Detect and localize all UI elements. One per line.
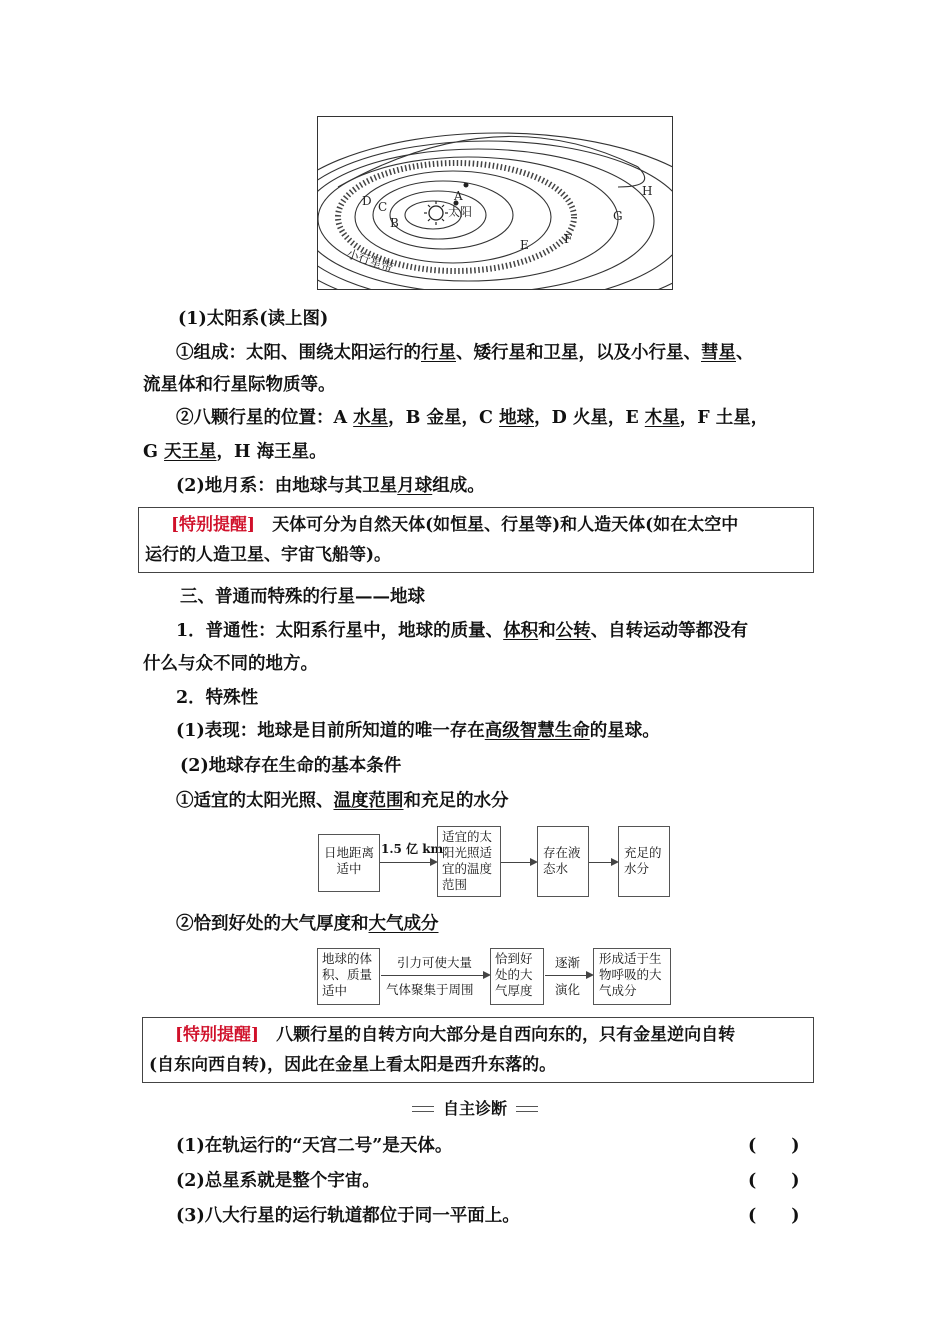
- manifestation-suffix: 的星球。: [589, 721, 660, 741]
- generality-line-1: [176, 619, 748, 643]
- label-g: G: [613, 209, 623, 223]
- answer-mercury: 水星: [353, 408, 389, 428]
- label-h: H: [642, 184, 653, 198]
- flow1-arrow-1: [380, 862, 436, 863]
- question-3: (3)八大行星的运行轨道都位于同一平面上。: [176, 1206, 520, 1226]
- condition-2-prefix: ②恰到好处的大气厚度和: [176, 914, 369, 934]
- self-diagnosis-header: [412, 1097, 538, 1123]
- condition-2-line: [176, 912, 439, 936]
- manifestation-prefix: (1)表现：地球是目前所知道的唯一存在: [176, 721, 485, 741]
- reminder-text-1b: 运行的人造卫星、宇宙飞船等)。: [145, 545, 392, 565]
- answer-atmosphere-composition: 大气成分: [368, 914, 439, 934]
- composition-mid: 、矮行星和卫星，以及小行星、: [456, 343, 701, 363]
- condition-1-prefix: ①适宜的太阳光照、: [176, 791, 334, 811]
- earth-moon-line: [176, 474, 485, 498]
- self-diagnosis-title: 自主诊断: [434, 1097, 516, 1121]
- composition-line-1: [176, 341, 754, 365]
- condition-1-line: [176, 789, 509, 813]
- flow2-arrow-bottom-label: 气体聚集于周围: [386, 982, 474, 997]
- generality-prefix: 1．普通性：太阳系行星中，地球的质量、: [176, 621, 504, 641]
- positions-p1: ②八颗行星的位置：A: [176, 408, 354, 428]
- condition-1-suffix: 和充足的水分: [403, 791, 509, 811]
- special-reminder-box-1: [138, 507, 814, 573]
- positions-p5: G: [143, 442, 165, 462]
- sun-label: 太阳: [448, 205, 473, 219]
- generality-suffix: 、自转运动等都没有: [590, 621, 749, 641]
- flow2-arrow-2: [545, 975, 592, 976]
- flow2-box-volume-mass: 地球的体积、质量适中: [317, 948, 380, 1005]
- flow2-arrow2-top-label: 逐渐: [555, 955, 581, 970]
- flow1-arrow-label: 1.5 亿 km: [381, 842, 444, 856]
- reminder-label-1: [特别提醒]: [171, 515, 256, 535]
- generality-line-2: 什么与众不同的地方。: [143, 654, 318, 674]
- specialty-title: 2．特殊性: [176, 688, 259, 708]
- flow2-arrow2-bottom-label: 演化: [555, 982, 581, 997]
- section-earth-title: 三、普通而特殊的行星——地球: [180, 587, 425, 607]
- answer-intelligent-life: 高级智慧生命: [484, 721, 590, 741]
- label-c: C: [378, 200, 388, 214]
- flow2-box-thickness: 恰到好处的大气厚度: [490, 948, 544, 1005]
- flow1-arrow-3: [589, 862, 617, 863]
- flow1-box-sufficient-water: 充足的水分: [618, 826, 670, 897]
- flow1-box-light-temp: 适宜的太阳光照适宜的温度范围: [437, 826, 501, 897]
- solar-system-svg: [318, 117, 672, 289]
- label-b: B: [390, 216, 399, 230]
- positions-line-1: [176, 406, 768, 430]
- answer-comet: 彗星: [701, 343, 736, 363]
- manifestation-line: [176, 719, 660, 743]
- composition-suffix: 、: [736, 343, 754, 363]
- answer-jupiter: 木星: [644, 408, 680, 428]
- label-f: F: [564, 232, 573, 246]
- composition-line-2: 流星体和行星际物质等。: [143, 375, 336, 395]
- positions-line-2: [143, 440, 327, 464]
- section-solar-system-title: (1)太阳系(读上图): [178, 309, 329, 329]
- asteroid-belt-label: 小行星带: [345, 246, 396, 275]
- positions-p4: ，F 土星，: [679, 408, 769, 428]
- earth-moon-prefix: (2)地月系：由地球与其卫星: [176, 476, 398, 496]
- label-e: E: [520, 238, 529, 252]
- flow1-box-liquid-water: 存在液态水: [537, 826, 589, 897]
- reminder-text-1a: 天体可分为自然天体(如恒星、行星等)和人造天体(如在太空中: [255, 515, 739, 535]
- basic-conditions-title: (2)地球存在生命的基本条件: [180, 756, 402, 776]
- label-d: D: [362, 194, 372, 208]
- answer-revolution: 公转: [555, 621, 591, 641]
- sun-icon: [424, 201, 448, 225]
- flow1-box-distance: 日地距离适中: [318, 834, 380, 892]
- flow2-box-composition: 形成适于生物呼吸的大气成分: [593, 948, 671, 1005]
- answer-volume: 体积: [503, 621, 539, 641]
- solar-system-diagram: [317, 116, 673, 290]
- flow2-arrow-top-label: 引力可使大量: [397, 955, 473, 970]
- reminder-text-2b: (自东向西自转)，因此在金星上看太阳是西升东落的。: [149, 1055, 557, 1075]
- flow2-arrow-1: [381, 975, 489, 976]
- question-1: (1)在轨运行的“天宫二号”是天体。: [176, 1136, 453, 1156]
- reminder-text-2a: 八颗行星的自转方向大部分是自西向东的，只有金星逆向自转: [259, 1025, 736, 1045]
- answer-planet: 行星: [421, 343, 456, 363]
- question-2-answer-blank[interactable]: ( ): [748, 1171, 800, 1191]
- answer-uranus: 天王星: [164, 442, 217, 462]
- flow1-arrow-2: [501, 862, 536, 863]
- answer-temperature-range: 温度范围: [333, 791, 404, 811]
- earth-moon-suffix: 组成。: [432, 476, 485, 496]
- positions-p6: ，H 海王星。: [216, 442, 327, 462]
- generality-mid: 和: [538, 621, 556, 641]
- special-reminder-box-2: [142, 1017, 814, 1083]
- reminder-label-2: [特别提醒]: [175, 1025, 260, 1045]
- answer-earth: 地球: [499, 408, 535, 428]
- positions-p3: ，D 火星，E: [534, 408, 645, 428]
- question-2: (2)总星系就是整个宇宙。: [176, 1171, 380, 1191]
- question-1-answer-blank[interactable]: ( ): [748, 1136, 800, 1156]
- comet-orbit: [338, 136, 645, 187]
- positions-p2: ，B 金星，C: [388, 408, 500, 428]
- answer-moon: 月球: [397, 476, 433, 496]
- composition-prefix: ①组成：太阳、围绕太阳运行的: [176, 343, 421, 363]
- label-a: A: [454, 189, 463, 203]
- question-3-answer-blank[interactable]: ( ): [748, 1206, 800, 1226]
